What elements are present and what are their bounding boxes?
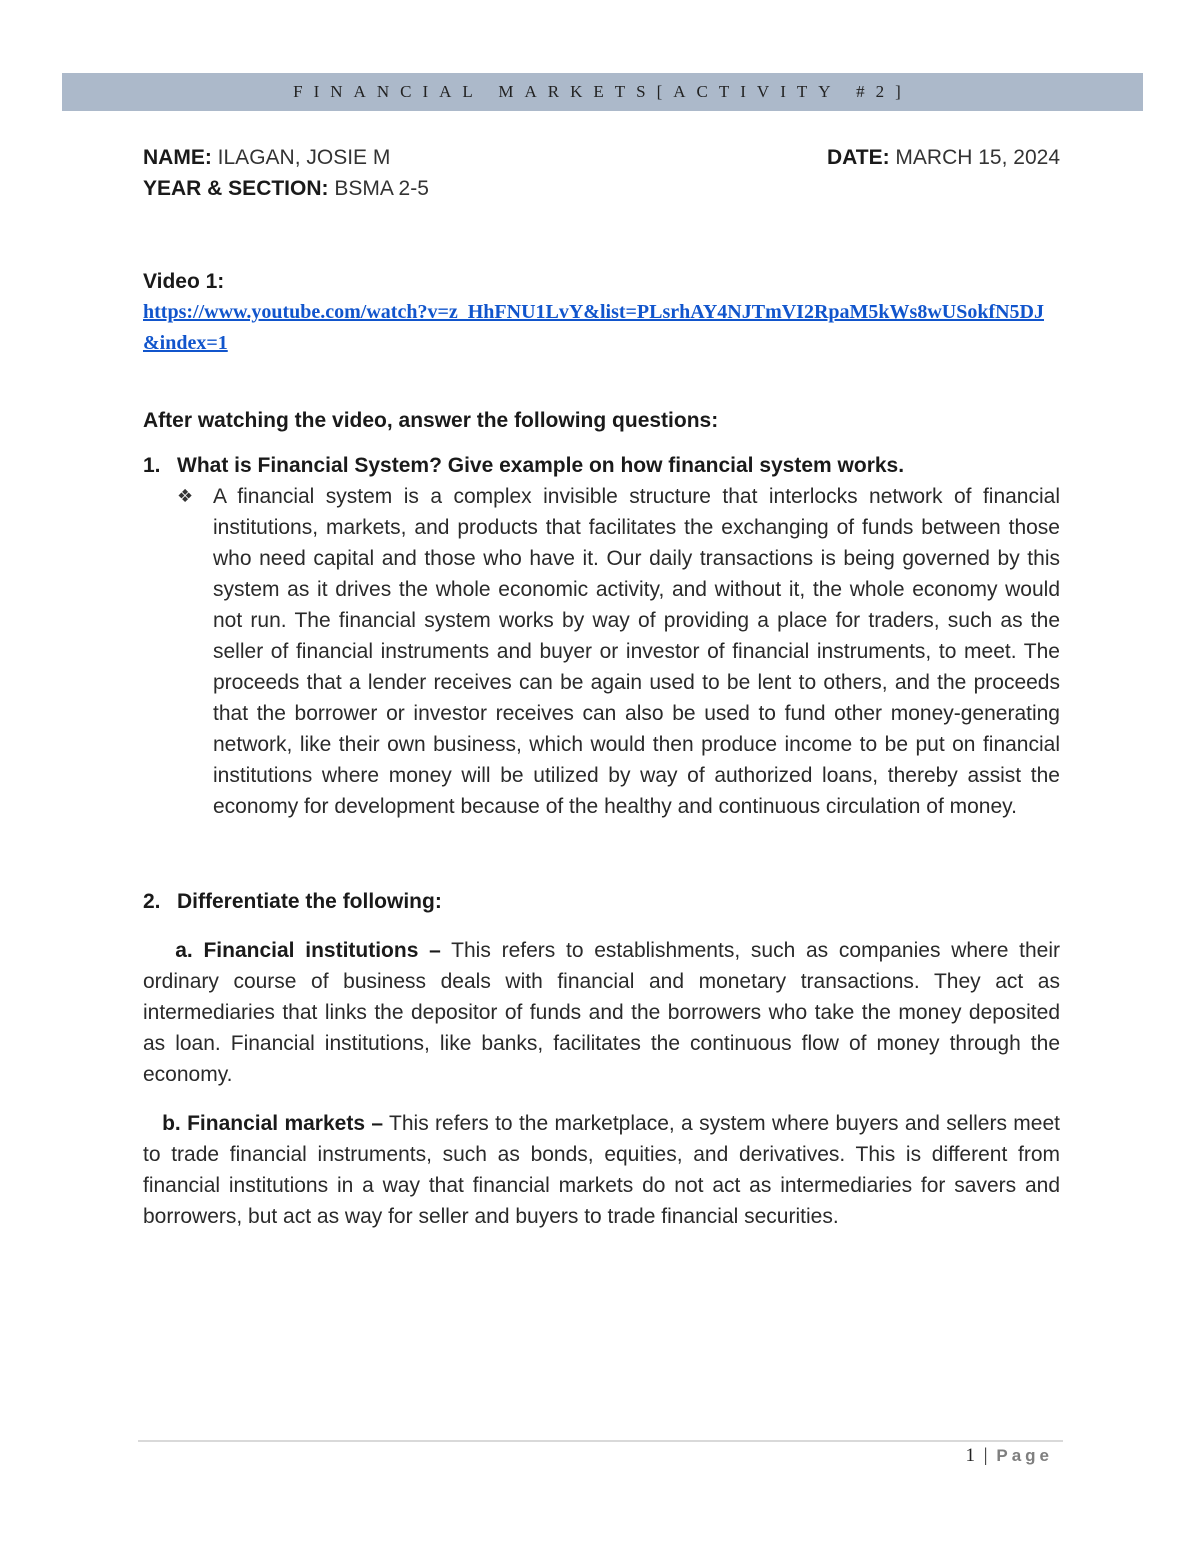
document-title-banner: FINANCIAL MARKETS[ACTIVITY #2] xyxy=(62,73,1143,111)
question-number: 2. xyxy=(143,890,161,913)
instructions: After watching the video, answer the following questions: xyxy=(143,409,719,432)
question-1 xyxy=(143,450,1060,481)
page-footer xyxy=(966,1445,1053,1467)
definition-label: a. Financial institutions – xyxy=(175,939,441,962)
answer-1 xyxy=(177,481,1060,822)
date-field xyxy=(827,142,1060,173)
question-text: Differentiate the following: xyxy=(177,890,442,913)
footer-divider xyxy=(138,1440,1063,1442)
video-label: Video 1: xyxy=(143,270,225,293)
page-number: 1 xyxy=(965,1445,976,1466)
definition-label: b. Financial markets – xyxy=(162,1112,384,1135)
question-number: 1. xyxy=(143,454,161,477)
section-label: YEAR & SECTION: xyxy=(143,177,329,200)
date-value: MARCH 15, 2024 xyxy=(895,146,1060,169)
name-value: ILAGAN, JOSIE M xyxy=(217,146,391,169)
section-value: BSMA 2-5 xyxy=(334,177,429,200)
diamond-bullet-icon: ❖ xyxy=(177,486,194,506)
question-2 xyxy=(143,886,1060,917)
page-label: Page xyxy=(996,1446,1053,1465)
question-text: What is Financial System? Give example on how financial system works. xyxy=(177,454,905,477)
name-label: NAME: xyxy=(143,146,212,169)
definition-text: This refers to the marketplace, a system where buyers and sellers meet to trade financial instruments, such as bonds, equities, and derivatives. This is different from financial institutions in a way that financial markets do not act as intermediaries for savers and borrowers, but act as way for seller and buyers to trade financial securities. xyxy=(143,1112,1060,1228)
answer-text: A financial system is a complex invisible structure that interlocks network of financial institutions, markets, and products that facilitates the exchanging of funds between those who need capital and those who have it. Our daily transactions is being governed by this system as it drives the whole economic activity, and without it, the whole economy would not run. The financial system works by way of providing a place for traders, such as the seller of financial instruments and buyer or investor of financial instruments, to meet. The proceeds that a lender receives can be again used to be lent to others, and the proceeds that the borrower or investor receives can also be used to fund other money-generating network, like their own business, which would then produce income to be put on financial institutions where money will be utilized by way of authorized loans, thereby assist the economy for development because of the healthy and continuous circulation of money. xyxy=(213,485,1060,818)
section-field xyxy=(143,173,1060,204)
name-field xyxy=(143,142,390,173)
footer-separator: | xyxy=(983,1445,988,1466)
name-date-row xyxy=(143,142,1060,173)
definition-financial-institutions xyxy=(143,935,1060,1090)
date-label: DATE: xyxy=(826,146,890,169)
definition-financial-markets xyxy=(143,1108,1060,1232)
video-link[interactable]: https://www.youtube.com/watch?v=z_HhFNU1LvY&list=PLsrhAY4NJTmVI2RpaM5kWs8wUSokfN5DJ&index=1 xyxy=(143,301,1044,354)
definition-text: This refers to establishments, such as companies where their ordinary course of business deals with financial and monetary transactions. They act as intermediaries that links the depositor of funds and the borrowers who take the money deposited as loan. Financial institutions, like banks, facilitates the continuous flow of money through the economy. xyxy=(143,939,1060,1086)
document-body xyxy=(143,142,1060,1232)
